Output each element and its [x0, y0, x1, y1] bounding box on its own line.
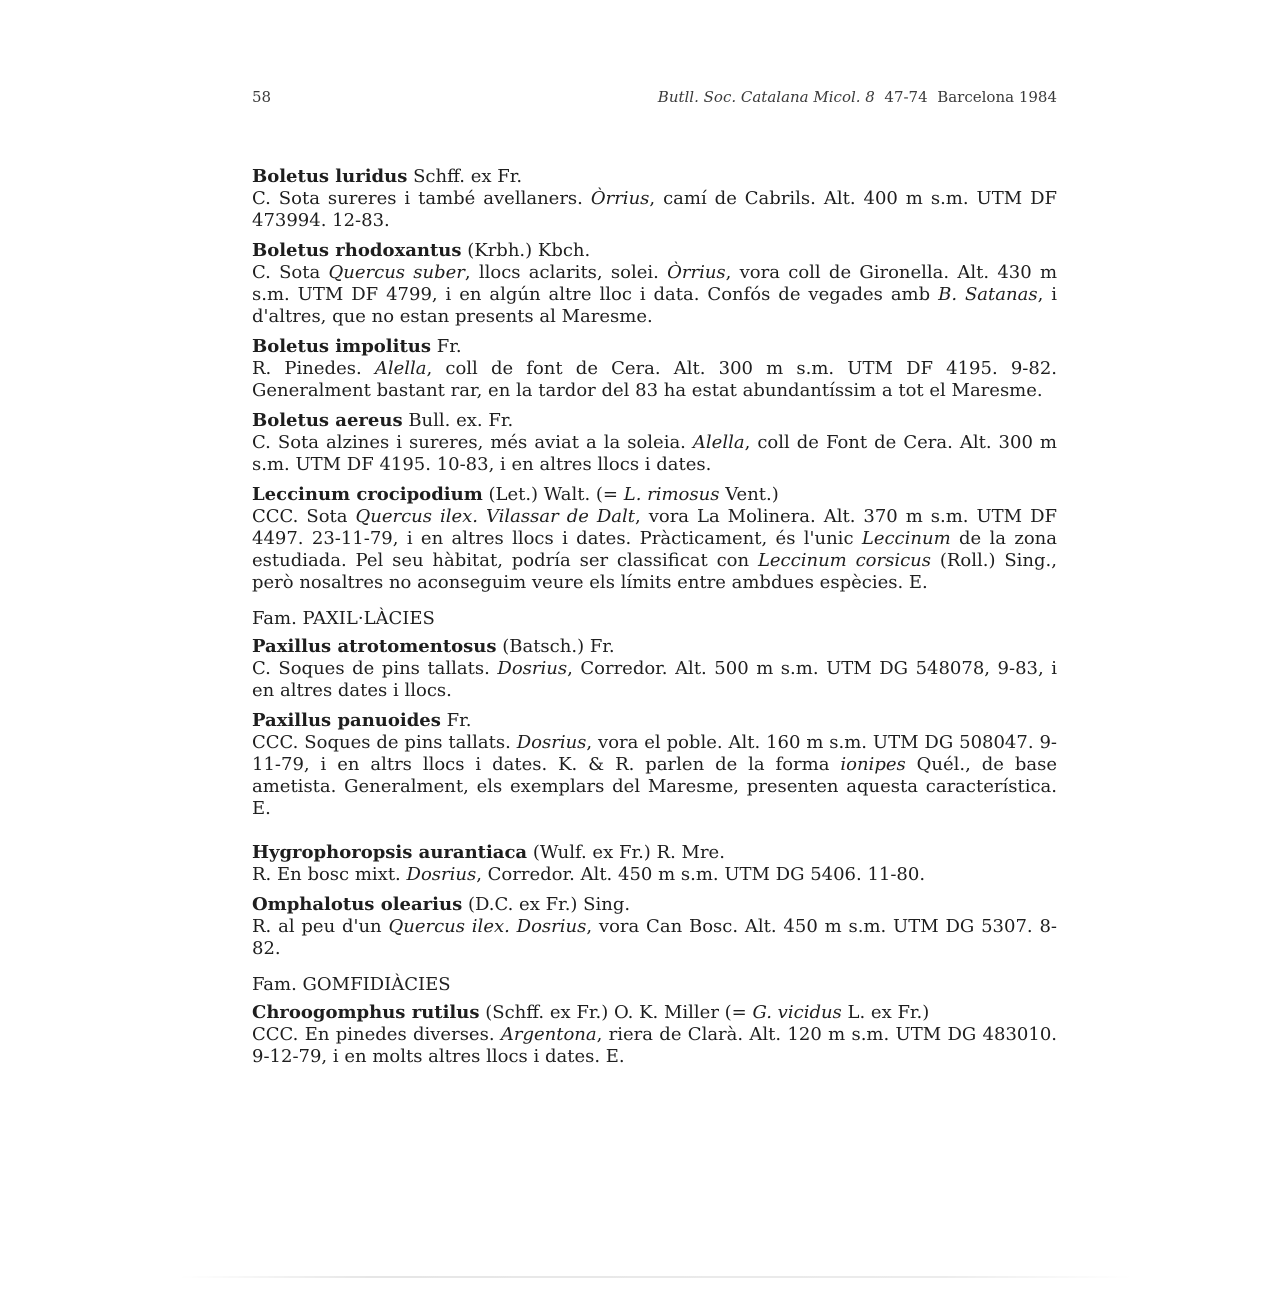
- italic-text: Dosrius: [497, 658, 568, 679]
- species-authority: Schff. ex Fr.: [407, 166, 523, 187]
- entry-text: , llocs aclarits, solei.: [464, 262, 668, 283]
- entry-text: C. Soques de pins tallats.: [252, 658, 498, 679]
- species-name: Leccinum crocipodium: [252, 484, 483, 505]
- misc-entries: [252, 842, 1057, 960]
- entry-text: C. Sota sureres i també avellaners.: [252, 188, 591, 209]
- entry-text: , riera de Clarà. Alt. 120 m s.m. UTM DG 483010. 9-12-79, i en molts altres llocs i dates. E.: [252, 1024, 1057, 1067]
- italic-text: Alella: [692, 432, 745, 453]
- species-authority: Fr.: [431, 336, 462, 357]
- italic-text: Dosrius: [406, 864, 477, 885]
- species-authority: (D.C. ex Fr.) Sing.: [462, 894, 631, 915]
- italic-text: Leccinum corsicus: [757, 550, 931, 571]
- species-authority: (Let.) Walt. (=: [482, 484, 624, 505]
- entry-text: R. al peu d'un: [252, 916, 389, 937]
- entry-text: C. Sota alzines i sureres, més aviat a la soleia.: [252, 432, 693, 453]
- paxillaceae-entries: [252, 636, 1057, 820]
- italic-text: Argentona: [500, 1024, 597, 1045]
- species-name: Boletus aereus: [252, 410, 403, 431]
- species-entry: [252, 842, 1057, 886]
- page-number: 58: [252, 88, 272, 106]
- species-authority: Fr.: [440, 710, 472, 731]
- entry-text: , vora La Molinera. Alt. 370 m s.m. UTM DF 4497. 23-11-79, i en altres llocs i dates. Pràcticament, és l'unic: [252, 506, 1057, 549]
- italic-text: Dosrius: [516, 732, 587, 753]
- species-authority-tail: Vent.): [719, 484, 779, 505]
- species-entry: [252, 894, 1057, 960]
- entry-text: CCC. Sota: [252, 506, 356, 527]
- page-header: [252, 88, 1057, 114]
- species-list: [252, 166, 1057, 1068]
- journal-pages: 47-74: [884, 88, 928, 106]
- species-authority: (Wulf. ex Fr.) R. Mre.: [527, 842, 725, 863]
- entry-text: , Corredor. Alt. 450 m s.m. UTM DG 5406. 11-80.: [476, 864, 926, 885]
- species-name: Paxillus atrotomentosus: [252, 636, 497, 657]
- entry-text: , vora coll de Gironella. Alt. 430 m s.m. UTM DF 4799, i en algún altre lloc i data. Confós de vegades amb: [252, 262, 1058, 305]
- species-authority: (Krbh.) Kbch.: [461, 240, 591, 261]
- species-authority: Bull. ex. Fr.: [402, 410, 514, 431]
- scan-artifact-line: [180, 1276, 1132, 1278]
- journal-title: Butll. Soc. Catalana Micol. 8: [657, 88, 875, 106]
- species-entry: [252, 1002, 1057, 1068]
- species-entry: [252, 166, 1057, 232]
- species-name: Boletus rhodoxantus: [252, 240, 462, 261]
- boletaceae-entries: [252, 166, 1057, 594]
- italic-text: Quercus ilex. Dosrius: [388, 916, 587, 937]
- entry-text: R. En bosc mixt.: [252, 864, 407, 885]
- entry-text: CCC. En pinedes diverses.: [252, 1024, 501, 1045]
- species-entry: [252, 336, 1057, 402]
- italic-text: Òrrius: [590, 188, 650, 209]
- entry-text: (Roll.) Sing., però nosaltres no aconseguim veure els límits entre ambdues espècies. E.: [252, 550, 1057, 593]
- species-authority-tail: L. ex Fr.): [841, 1002, 930, 1023]
- species-entry: [252, 484, 1057, 594]
- family-heading-gomphidiaceae: Fam. GOMFIDIÀCIES: [252, 974, 451, 995]
- entry-text: , Corredor. Alt. 500 m s.m. UTM DG 548078, 9-83, i en altres dates i llocs.: [252, 658, 1057, 701]
- italic-text: Quercus ilex. Vilassar de Dalt: [355, 506, 635, 527]
- species-entry: [252, 710, 1057, 820]
- entry-text: , vora Can Bosc. Alt. 450 m s.m. UTM DG 5307. 8-82.: [252, 916, 1057, 959]
- species-authority: (Schff. ex Fr.) O. K. Miller (=: [479, 1002, 753, 1023]
- italic-text: Quercus suber: [328, 262, 465, 283]
- entry-text: , coll de font de Cera. Alt. 300 m s.m. UTM DF 4195. 9-82. Generalment bastant rar, en la tardor del 83 ha estat abundantíssim a tot el Maresme.: [252, 358, 1057, 401]
- species-synonym: G. vicidus: [752, 1002, 842, 1023]
- species-name: Chroogomphus rutilus: [252, 1002, 480, 1023]
- species-name: Boletus impolitus: [252, 336, 431, 357]
- species-synonym: L. rimosus: [623, 484, 720, 505]
- species-name: Hygrophoropsis aurantiaca: [252, 842, 528, 863]
- journal-place-year: Barcelona 1984: [937, 88, 1057, 106]
- entry-text: R. Pinedes.: [252, 358, 375, 379]
- italic-text: Alella: [374, 358, 427, 379]
- journal-reference: [658, 88, 1057, 106]
- species-entry: [252, 410, 1057, 476]
- family-heading-paxillaceae: Fam. PAXIL·LÀCIES: [252, 608, 435, 629]
- species-entry: [252, 240, 1057, 328]
- gomphidiaceae-entries: [252, 1002, 1057, 1068]
- species-entry: [252, 636, 1057, 702]
- italic-text: B. Satanas: [938, 284, 1038, 305]
- entry-text: de la zona estudiada. Pel seu hàbitat, podría ser classificat con: [252, 528, 1057, 571]
- entry-text: Quél., de base ametista. Generalment, els exemplars del Maresme, presenten aquesta característica. E.: [252, 754, 1057, 819]
- entry-text: C. Sota: [252, 262, 329, 283]
- entry-text: CCC. Soques de pins tallats.: [252, 732, 517, 753]
- italic-text: ionipes: [840, 754, 906, 775]
- italic-text: Leccinum: [861, 528, 951, 549]
- entry-text: , camí de Cabrils. Alt. 400 m s.m. UTM DF 473994. 12-83.: [252, 188, 1058, 231]
- entry-text: , coll de Font de Cera. Alt. 300 m s.m. UTM DF 4195. 10-83, i en altres llocs i dates.: [252, 432, 1058, 475]
- species-name: Paxillus panuoides: [252, 710, 441, 731]
- entry-text: , i d'altres, que no estan presents al Maresme.: [252, 284, 1057, 327]
- species-name: Omphalotus olearius: [252, 894, 463, 915]
- species-authority: (Batsch.) Fr.: [496, 636, 615, 657]
- species-name: Boletus luridus: [252, 166, 408, 187]
- entry-text: , vora el poble. Alt. 160 m s.m. UTM DG 508047. 9-11-79, i en altrs llocs i dates. K. & R. parlen de la forma: [252, 732, 1057, 775]
- italic-text: Òrrius: [667, 262, 726, 283]
